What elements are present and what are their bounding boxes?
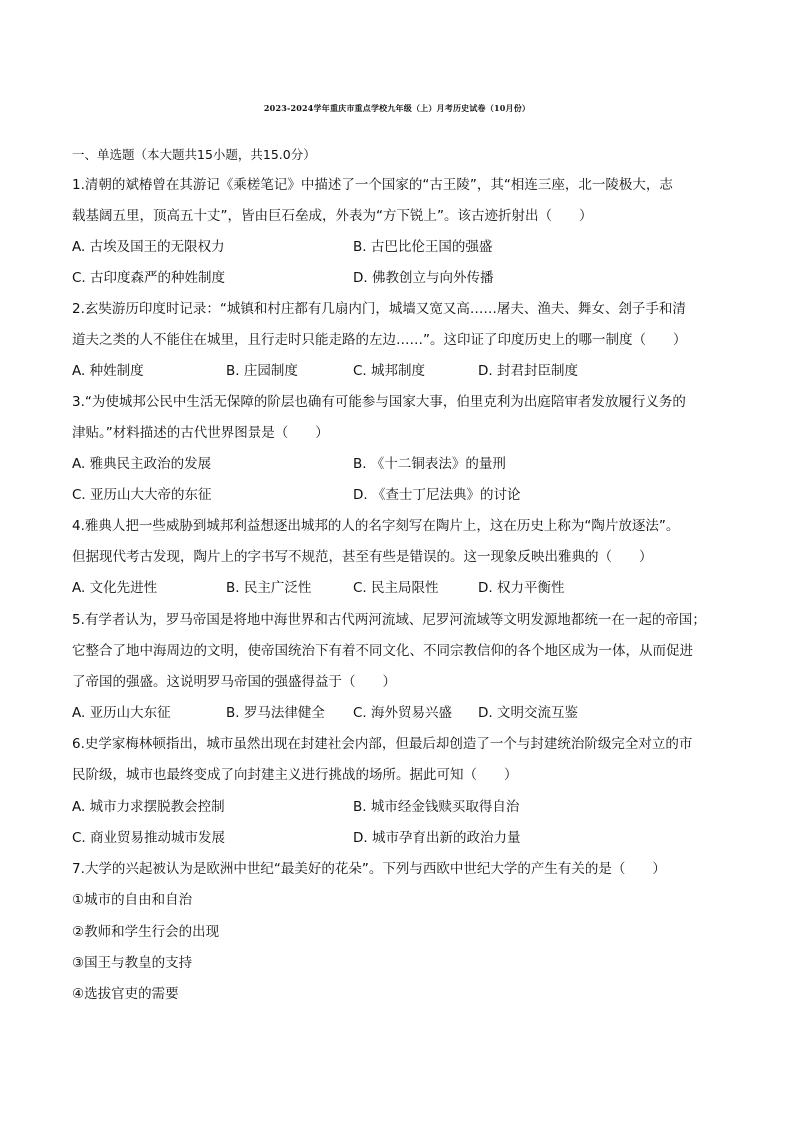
- question-2-line-1: 2.玄奘游历印度时记录：“城镇和村庄都有几扇内门，城墙又宽又高……屠夫、渔夫、舞女、刽子手和清: [72, 301, 686, 317]
- question-6-line-1: 6.史学家梅林顿指出，城市虽然出现在封建社会内部，但最后却创造了一个与封建统治阶级完全对立的市: [72, 736, 693, 752]
- question-5-line-3: 了帝国的强盛。这说明罗马帝国的强盛得益于（ ）: [72, 674, 396, 690]
- exam-title: 2023-2024学年重庆市重点学校九年级（上）月考历史试卷（10月份）: [263, 103, 531, 113]
- question-4-option-a: A. 文化先进性: [72, 580, 158, 596]
- question-7-line-1: 7.大学的兴起被认为是欧洲中世纪“最美好的花朵”。下列与西欧中世纪大学的产生有关的是（ ）: [72, 861, 666, 877]
- question-4-option-c: C. 民主局限性: [353, 580, 439, 596]
- question-1-option-a: A. 古埃及国王的无限权力: [72, 239, 225, 255]
- question-7-item-3: ③国王与教皇的支持: [72, 955, 193, 971]
- question-1-option-c: C. 古印度森严的种姓制度: [72, 270, 226, 286]
- question-3-option-a: A. 雅典民主政治的发展: [72, 456, 212, 472]
- question-2-line-2: 道夫之类的人不能住在城里，且行走时只能走路的左边……”。这印证了印度历史上的哪一制度（ ）: [72, 332, 687, 348]
- question-3-option-d: D. 《查士丁尼法典》的讨论: [353, 487, 521, 503]
- section-heading: 一、单选题（本大题共15小题，共15.0分）: [72, 147, 316, 162]
- question-4-option-d: D. 权力平衡性: [478, 580, 565, 596]
- question-5-line-2: 它整合了地中海周边的文明，使帝国统治下有着不同文化、不同宗教信仰的各个地区成为一体，从而促进: [72, 643, 693, 659]
- question-6-option-d: D. 城市孕育出新的政治力量: [353, 830, 521, 846]
- question-2-option-b: B. 庄园制度: [226, 363, 298, 379]
- question-3-option-b: B. 《十二铜表法》的量刑: [353, 456, 506, 472]
- question-5-option-a: A. 亚历山大东征: [72, 705, 171, 721]
- question-4-option-b: B. 民主广泛性: [226, 580, 312, 596]
- question-5-option-d: D. 文明交流互鉴: [478, 705, 578, 721]
- question-3-line-2: 津贴。”材料描述的古代世界图景是（ ）: [72, 425, 329, 441]
- question-4-line-2: 但据现代考古发现，陶片上的字书写不规范，甚至有些是错误的。这一现象反映出雅典的（ ）: [72, 549, 653, 565]
- question-7-item-1: ①城市的自由和自治: [72, 892, 193, 908]
- question-3-option-c: C. 亚历山大大帝的东征: [72, 487, 212, 503]
- question-7-item-2: ②教师和学生行会的出现: [72, 924, 220, 940]
- question-1-line-2: 载基阔五里，顶高五十丈”，皆由巨石垒成，外表为“方下锐上”。该古迹折射出（ ）: [72, 208, 593, 224]
- question-5-line-1: 5.有学者认为，罗马帝国是将地中海世界和古代两河流域、尼罗河流域等文明发源地都统一在一起的帝国；: [72, 612, 706, 628]
- question-6-option-a: A. 城市力求摆脱教会控制: [72, 799, 225, 815]
- question-7-item-4: ④选拔官吏的需要: [72, 986, 179, 1002]
- question-1-option-d: D. 佛教创立与向外传播: [353, 270, 494, 286]
- question-6-option-c: C. 商业贸易推动城市发展: [72, 830, 226, 846]
- question-4-line-1: 4.雅典人把一些威胁到城邦利益想逐出城邦的人的名字刻写在陶片上，这在历史上称为“陶片放逐法”。: [72, 518, 680, 534]
- question-1-option-b: B. 古巴比伦王国的强盛: [353, 239, 493, 255]
- question-2-option-a: A. 种姓制度: [72, 363, 144, 379]
- question-2-option-c: C. 城邦制度: [353, 363, 426, 379]
- question-6-line-2: 民阶级，城市也最终变成了向封建主义进行挑战的场所。据此可知（ ）: [72, 767, 518, 783]
- question-5-option-c: C. 海外贸易兴盛: [353, 705, 453, 721]
- question-1-line-1: 1.清朝的斌椿曾在其游记《乘槎笔记》中描述了一个国家的“古王陵”，其“相连三座，北一陵极大，志: [72, 177, 673, 193]
- question-5-option-b: B. 罗马法律健全: [226, 705, 325, 721]
- question-2-option-d: D. 封君封臣制度: [478, 363, 578, 379]
- question-6-option-b: B. 城市经金钱赎买取得自治: [353, 799, 520, 815]
- question-3-line-1: 3.“为使城邦公民中生活无保障的阶层也确有可能参与国家大事，伯里克利为出庭陪审者发放履行义务的: [72, 394, 686, 410]
